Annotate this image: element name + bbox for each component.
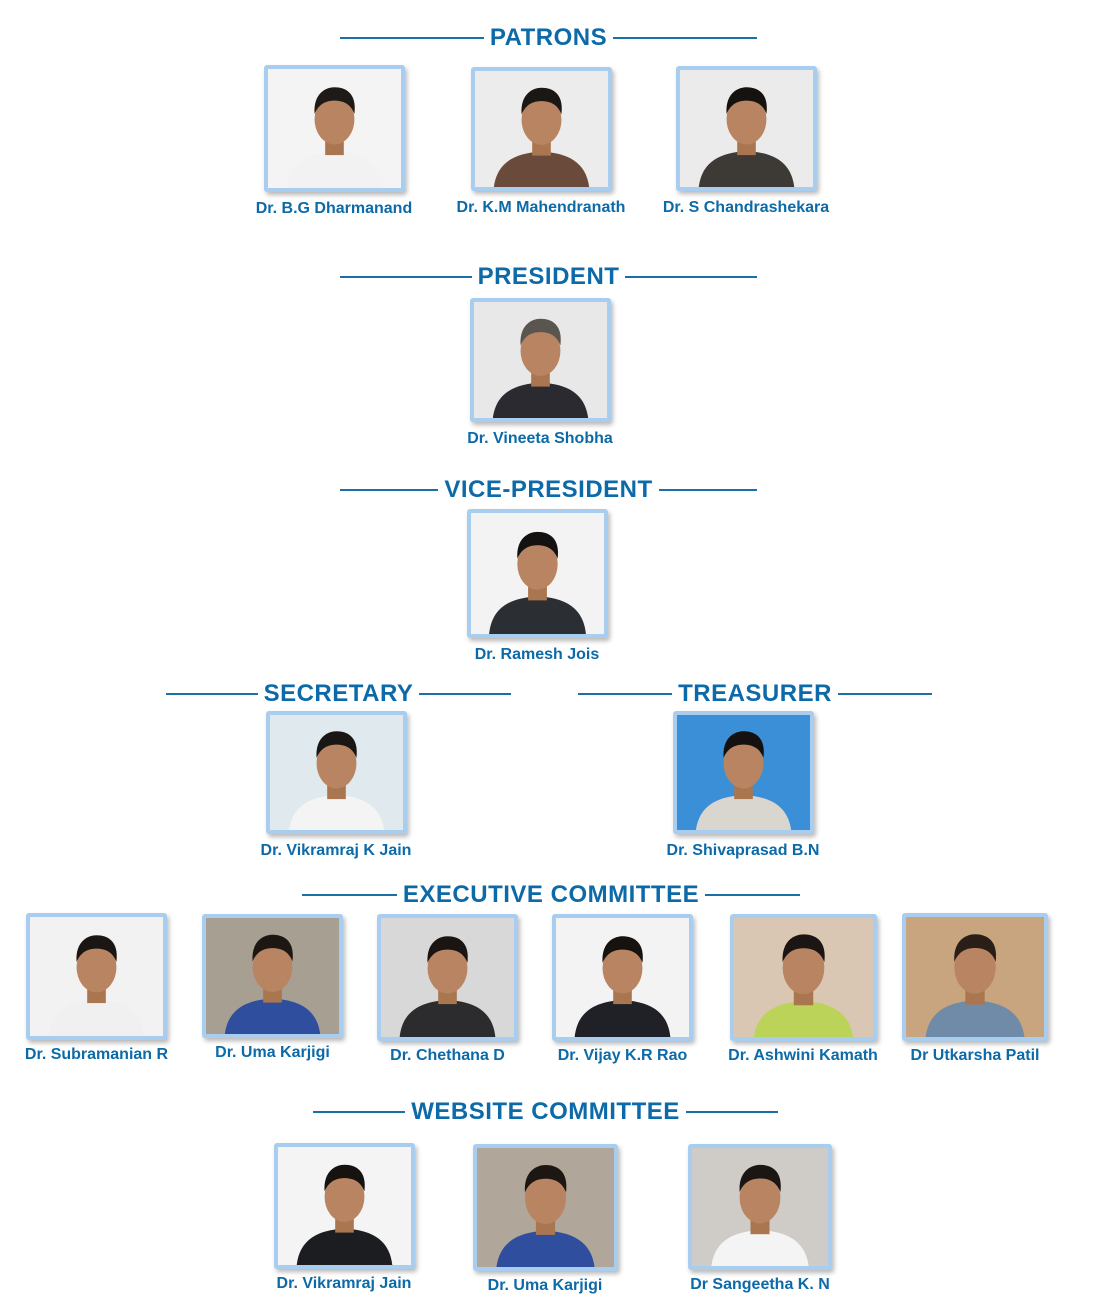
- portrait-photo: [473, 1144, 618, 1271]
- executive-heading: [302, 880, 800, 910]
- portrait-silhouette: [278, 1147, 411, 1265]
- heading-rule-left: [302, 894, 397, 896]
- portrait-photo: [902, 913, 1048, 1041]
- patrons-title: PATRONS: [489, 24, 608, 51]
- heading-rule-left: [340, 276, 472, 278]
- executive-title: EXECUTIVE COMMITTEE: [402, 881, 700, 908]
- member-name: Dr. Chethana D: [390, 1047, 505, 1064]
- member-card: [195, 914, 350, 1062]
- portrait-silhouette: [556, 918, 689, 1037]
- heading-rule-left: [578, 693, 672, 695]
- portrait-photo: [274, 1143, 415, 1269]
- heading-rule-right: [705, 894, 800, 896]
- portrait-silhouette: [381, 918, 514, 1037]
- portrait-silhouette: [906, 917, 1044, 1037]
- website-title: WEBSITE COMMITTEE: [411, 1098, 680, 1125]
- member-card: [446, 67, 636, 217]
- heading-rule-right: [659, 489, 757, 491]
- president-title: PRESIDENT: [477, 263, 620, 290]
- member-card: [470, 1144, 620, 1295]
- member-name: Dr. Vineeta Shobha: [467, 430, 613, 447]
- portrait-photo: [377, 914, 518, 1041]
- heading-rule-right: [686, 1111, 778, 1113]
- secretary-heading: [166, 679, 511, 709]
- member-card: [370, 914, 525, 1065]
- heading-rule-left: [340, 489, 438, 491]
- heading-rule-left: [340, 37, 484, 39]
- portrait-photo: [266, 711, 407, 834]
- portrait-photo: [688, 1144, 832, 1270]
- member-name: Dr. S Chandrashekara: [662, 199, 830, 216]
- member-name: Dr. K.M Mahendranath: [456, 199, 626, 216]
- member-card: [680, 1144, 840, 1294]
- patrons-heading: [340, 23, 757, 53]
- member-name: Dr. Vikramraj K Jain: [260, 842, 412, 859]
- treasurer-title: TREASURER: [678, 680, 832, 707]
- member-name: Dr. Subramanian R: [24, 1046, 169, 1063]
- member-name: Dr. Ramesh Jois: [474, 646, 600, 663]
- member-name: Dr Utkarsha Patil: [910, 1047, 1040, 1064]
- treasurer-heading: [578, 679, 932, 709]
- portrait-silhouette: [270, 715, 403, 830]
- portrait-photo: [202, 914, 343, 1038]
- portrait-photo: [264, 65, 405, 192]
- portrait-silhouette: [680, 70, 813, 187]
- member-name: Dr Sangeetha K. N: [690, 1276, 830, 1293]
- heading-rule-left: [166, 693, 258, 695]
- portrait-silhouette: [477, 1148, 614, 1267]
- portrait-silhouette: [30, 917, 163, 1036]
- heading-rule-right: [613, 37, 757, 39]
- member-card: [264, 1143, 424, 1293]
- vice-president-title: VICE-PRESIDENT: [444, 476, 653, 503]
- member-card: [653, 711, 833, 860]
- portrait-silhouette: [475, 71, 608, 187]
- portrait-silhouette: [474, 302, 607, 418]
- member-card: [246, 711, 426, 860]
- secretary-title: SECRETARY: [263, 680, 414, 707]
- portrait-photo: [673, 711, 814, 834]
- heading-rule-left: [313, 1111, 405, 1113]
- portrait-photo: [467, 509, 608, 638]
- portrait-silhouette: [734, 918, 873, 1037]
- member-name: Dr. Ashwini Kamath: [728, 1047, 878, 1064]
- portrait-silhouette: [268, 69, 401, 188]
- portrait-silhouette: [206, 918, 339, 1034]
- portrait-photo: [730, 914, 877, 1041]
- portrait-silhouette: [471, 513, 604, 634]
- member-card: [457, 509, 617, 664]
- member-card: [450, 298, 630, 448]
- portrait-photo: [26, 913, 167, 1040]
- portrait-silhouette: [677, 715, 810, 830]
- vice-president-heading: [340, 475, 757, 505]
- member-card: [246, 65, 422, 218]
- member-name: Dr. Vijay K.R Rao: [557, 1047, 688, 1064]
- member-name: Dr. B.G Dharmanand: [255, 200, 413, 217]
- member-name: Dr. Uma Karjigi: [487, 1277, 603, 1294]
- member-card: [656, 66, 836, 217]
- heading-rule-right: [625, 276, 757, 278]
- member-name: Dr. Shivaprasad B.N: [666, 842, 820, 859]
- member-name: Dr. Vikramraj Jain: [276, 1275, 412, 1292]
- portrait-photo: [470, 298, 611, 422]
- portrait-silhouette: [692, 1148, 828, 1266]
- member-card: [14, 913, 179, 1064]
- portrait-photo: [676, 66, 817, 191]
- heading-rule-right: [838, 693, 932, 695]
- member-card: [545, 914, 700, 1065]
- member-card: [718, 914, 888, 1065]
- portrait-photo: [552, 914, 693, 1041]
- president-heading: [340, 262, 757, 292]
- website-heading: [313, 1097, 778, 1127]
- heading-rule-right: [419, 693, 511, 695]
- member-card: [900, 913, 1050, 1065]
- member-name: Dr. Uma Karjigi: [215, 1044, 330, 1061]
- portrait-photo: [471, 67, 612, 191]
